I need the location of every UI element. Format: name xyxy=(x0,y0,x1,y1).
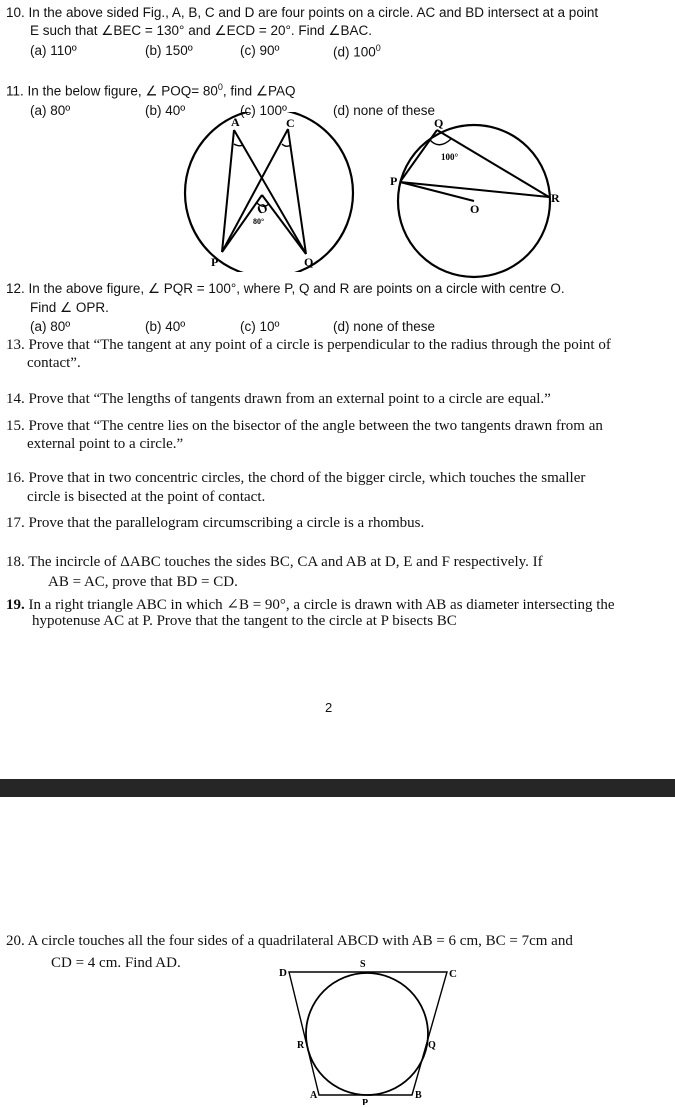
fig11-label-q: Q xyxy=(304,255,314,269)
q10-option-d-sup: 0 xyxy=(375,43,381,53)
fig20-label-b: B xyxy=(415,1090,422,1101)
fig12-label-p: P xyxy=(390,174,398,188)
q16-line2: circle is bisected at the point of contact. xyxy=(27,489,266,505)
fig20-quadrilateral xyxy=(289,972,447,1095)
q10-option-d-text: (d) 100 xyxy=(333,44,376,60)
q19-line2: hypotenuse AC at P. Prove that the tangent to the circle at P bisects BC xyxy=(32,613,457,629)
q20-line1: 20. A circle touches all the four sides of a quadrilateral ABCD with AB = 6 cm, BC = 7cm and xyxy=(6,933,573,949)
q12-option-a: (a) 80º xyxy=(30,319,71,334)
q12-option-b: (b) 40º xyxy=(145,319,186,334)
q18-line2: AB = AC, prove that BD = CD. xyxy=(48,574,238,590)
fig12-angle-arc-q xyxy=(430,139,451,145)
q11-line1-sup: 0 xyxy=(217,82,223,92)
fig20-label-p: P xyxy=(362,1098,369,1105)
q11-line1 xyxy=(6,82,296,100)
fig11-label-c: C xyxy=(286,116,295,130)
fig12-label-o: O xyxy=(470,202,480,216)
q19-line1-text: In a right triangle ABC in which ∠B = 90°, a circle is drawn with AB as diameter intersecting the xyxy=(24,597,615,613)
q13-line2: contact”. xyxy=(27,355,81,371)
page-number: 2 xyxy=(325,700,333,715)
q12-line2: Find ∠ OPR. xyxy=(30,300,109,315)
figure-q12 xyxy=(385,115,570,283)
q10-option-a: (a) 110º xyxy=(30,43,77,58)
q10-line2: E such that ∠BEC = 130° and ∠ECD = 20°. Find ∠BAC. xyxy=(30,23,373,38)
fig11-label-o: O xyxy=(254,199,270,218)
q16-line1: 16. Prove that in two concentric circles, the chord of the bigger circle, which touches the smaller xyxy=(6,470,586,486)
q15-line1: 15. Prove that “The centre lies on the bisector of the angle between the two tangents drawn from an xyxy=(6,418,603,434)
q11-option-d: (d) none of these xyxy=(333,103,436,118)
q12-line1: 12. In the above figure, ∠ PQR = 100°, where P, Q and R are points on a circle with centre O. xyxy=(6,281,565,296)
fig12-label-angle: 100° xyxy=(441,152,459,162)
q14-line1: 14. Prove that “The lengths of tangents drawn from an external point to a circle are equal.” xyxy=(6,391,551,407)
fig11-label-p: P xyxy=(211,255,219,269)
q13-line1: 13. Prove that “The tangent at any point of a circle is perpendicular to the radius through the point of xyxy=(6,337,611,353)
q11-option-a: (a) 80º xyxy=(30,103,71,118)
q12-option-d: (d) none of these xyxy=(333,319,436,334)
fig20-label-s: S xyxy=(360,959,366,970)
q12-option-c: (c) 10º xyxy=(240,319,280,334)
q10-option-c: (c) 90º xyxy=(240,43,280,58)
fig11-line-cq xyxy=(288,129,306,254)
q17-line1: 17. Prove that the parallelogram circumscribing a circle is a rhombus. xyxy=(6,515,425,531)
q10-option-b: (b) 150º xyxy=(145,43,193,58)
q18-line1: 18. The incircle of ΔABC touches the sides BC, CA and AB at D, E and F respectively. If xyxy=(6,554,543,570)
q11-option-b: (b) 40º xyxy=(145,103,186,118)
fig20-label-r: R xyxy=(297,1040,305,1051)
fig20-label-q: Q xyxy=(428,1040,436,1051)
fig12-label-r: R xyxy=(551,191,560,205)
fig20-label-d: D xyxy=(279,967,287,979)
fig11-label-a: A xyxy=(231,115,240,129)
fig20-incircle xyxy=(306,973,428,1095)
q19-line1 xyxy=(6,595,615,614)
q15-line2: external point to a circle.” xyxy=(27,436,184,452)
q20-line2: CD = 4 cm. Find AD. xyxy=(51,955,181,971)
page-divider xyxy=(0,779,675,797)
fig11-line-aq xyxy=(234,130,306,254)
figure-q11 xyxy=(175,112,365,272)
fig20-label-a: A xyxy=(310,1090,318,1101)
q10-line1: 10. In the above sided Fig., A, B, C and D are four points on a circle. AC and BD intersect at a point xyxy=(6,5,599,20)
q19-number: 19. xyxy=(6,597,25,613)
fig20-label-c: C xyxy=(449,968,457,980)
figure-q20 xyxy=(270,955,460,1105)
q11-line1-b: , find ∠PAQ xyxy=(222,83,296,99)
q10-option-d xyxy=(333,43,381,60)
q11-line1-a: 11. In the below figure, ∠ POQ= 80 xyxy=(6,83,218,99)
fig12-label-q: Q xyxy=(434,116,444,130)
q11-option-c: (c) 100º xyxy=(240,103,287,118)
fig12-line-pq xyxy=(400,130,437,182)
fig11-label-angle: 80° xyxy=(253,217,265,226)
